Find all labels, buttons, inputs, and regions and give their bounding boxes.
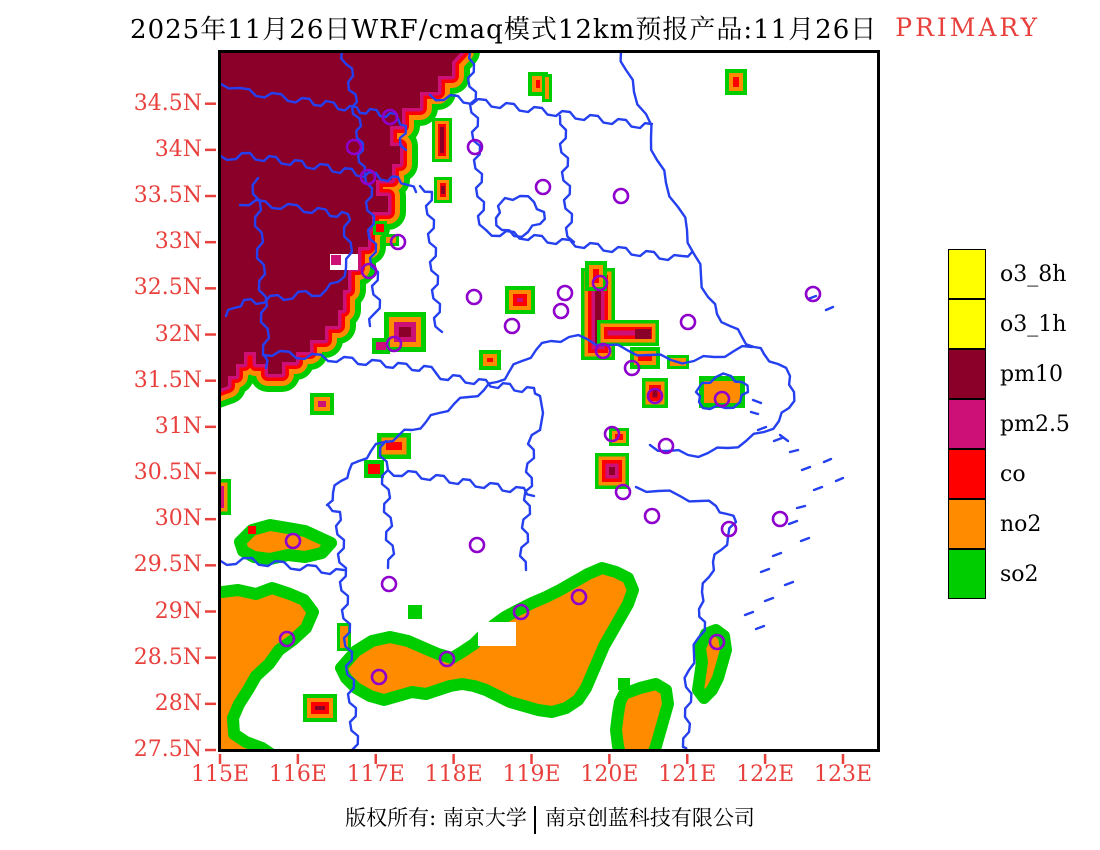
pollutant-spot (315, 706, 325, 710)
legend-label: o3_8h (1000, 261, 1067, 287)
legend-label: co (1000, 461, 1026, 487)
legend-label: no2 (1000, 511, 1042, 537)
legend-swatch-pm10 (948, 349, 986, 399)
island-outline (785, 582, 793, 585)
legend-label: so2 (1000, 561, 1039, 587)
island-outline (753, 400, 761, 403)
station-circle (773, 512, 787, 526)
pollutant-spot (609, 467, 615, 475)
pollutant-spot (441, 186, 445, 194)
legend-label: pm2.5 (1000, 411, 1070, 437)
lon-label: 118E (424, 762, 483, 787)
page-title (130, 10, 1040, 45)
legend-swatch-o3_1h (948, 299, 986, 349)
legend-row (948, 549, 1070, 599)
map-layers (185, 25, 843, 770)
lat-label: 33N (154, 229, 202, 255)
pollutant-spot (386, 442, 402, 450)
title-text: 2025年11月26日WRF/cmaq模式12km预报产品:11月26日 (130, 14, 878, 45)
legend-label: o3_1h (1000, 311, 1067, 337)
province-boundary (560, 116, 574, 242)
island-outline (773, 553, 781, 556)
copyright-footer (0, 802, 1100, 834)
station-circle (614, 189, 628, 203)
island-outline (751, 412, 758, 414)
pollutant-spot (545, 77, 549, 99)
province-boundary (520, 430, 540, 570)
pollutant-spot (376, 342, 386, 350)
island-outline (797, 506, 805, 508)
lat-label: 28N (154, 690, 202, 716)
station-circle (470, 538, 484, 552)
pollutant-legend (948, 249, 1070, 599)
pollutant-spot (487, 358, 493, 362)
station-circle (558, 286, 572, 300)
island-outline (774, 438, 782, 441)
copyright-right: 南京创蓝科技有限公司 (544, 806, 755, 830)
legend-swatch-no2 (948, 499, 986, 549)
pollutant-spot (733, 77, 739, 87)
island-outline (761, 569, 769, 572)
pollutant-mode-tag: PRIMARY (895, 12, 1040, 42)
province-boundary (420, 186, 442, 332)
station-circle (505, 319, 519, 333)
lat-label: 30.5N (133, 460, 202, 485)
island-outline (765, 598, 773, 601)
station-circle (536, 180, 550, 194)
lat-label: 34.5N (133, 90, 202, 116)
lon-label: 115E (190, 762, 250, 787)
lon-label: 119E (502, 762, 561, 787)
pollutant-spot (318, 401, 326, 407)
station-circle (681, 315, 695, 329)
island-outline (824, 459, 831, 462)
legend-label: pm10 (1000, 361, 1063, 387)
island-outline (790, 450, 798, 452)
pollutant-spot (408, 605, 422, 619)
island-outline (756, 626, 764, 629)
island-outline (745, 612, 753, 615)
lat-label: 33.5N (133, 183, 202, 209)
island-outline (789, 521, 797, 524)
pollutant-spot (618, 678, 630, 690)
lat-label: 31.5N (133, 367, 202, 393)
footer-divider (534, 806, 536, 834)
legend-row (948, 249, 1070, 299)
lat-label: 28.5N (133, 644, 202, 670)
island-outline (758, 427, 766, 430)
island-outline (836, 478, 843, 481)
legend-row (948, 449, 1070, 499)
pollutant-spot (399, 327, 411, 337)
legend-row (948, 499, 1070, 549)
lon-label: 121E (658, 762, 717, 787)
legend-swatch-pm2.5 (948, 399, 986, 449)
lat-label: 30N (154, 506, 202, 532)
pollutant-spot (440, 127, 444, 153)
lat-label: 29.5N (133, 552, 202, 578)
lon-label: 117E (346, 762, 405, 787)
pollutant-spot (331, 255, 341, 265)
province-boundary (496, 196, 545, 237)
lat-label: 31N (154, 413, 202, 439)
station-circle (645, 509, 659, 523)
lon-label: 120E (580, 762, 639, 787)
station-circle (554, 304, 568, 318)
pollutant-spot (248, 526, 256, 534)
island-outline (826, 307, 833, 310)
legend-row (948, 349, 1070, 399)
legend-swatch-o3_8h (948, 249, 986, 299)
province-boundary (430, 95, 652, 128)
lon-label: 116E (268, 762, 327, 787)
lon-label: 122E (736, 762, 795, 787)
pollutant-spot (536, 80, 540, 88)
lat-label: 34N (154, 136, 202, 162)
island-outline (814, 487, 822, 490)
no2-region (185, 588, 313, 770)
island-outline (802, 467, 810, 470)
legend-row (948, 399, 1070, 449)
lat-label: 27.5N (133, 737, 202, 762)
no2-region (698, 630, 726, 698)
station-circle (467, 290, 481, 304)
pollutant-spot (635, 329, 651, 339)
lat-label: 29N (154, 598, 202, 624)
pollutant-spot (517, 298, 523, 302)
pollutant-spot (376, 224, 384, 232)
province-boundary (436, 373, 543, 430)
island-outline (801, 538, 809, 541)
station-circle (382, 577, 396, 591)
legend-swatch-so2 (948, 549, 986, 599)
pollutant-spot (478, 622, 516, 646)
province-boundary (621, 51, 764, 354)
pollutant-spot (368, 464, 380, 474)
province-boundary (388, 470, 534, 496)
lat-label: 32N (154, 321, 202, 347)
lon-label: 123E (813, 762, 873, 787)
station-circle (806, 287, 820, 301)
legend-row (948, 299, 1070, 349)
copyright-left: 版权所有: 南京大学 (345, 806, 527, 830)
lat-label: 32.5N (133, 275, 202, 301)
province-boundary (486, 230, 692, 260)
legend-swatch-co (948, 449, 986, 499)
